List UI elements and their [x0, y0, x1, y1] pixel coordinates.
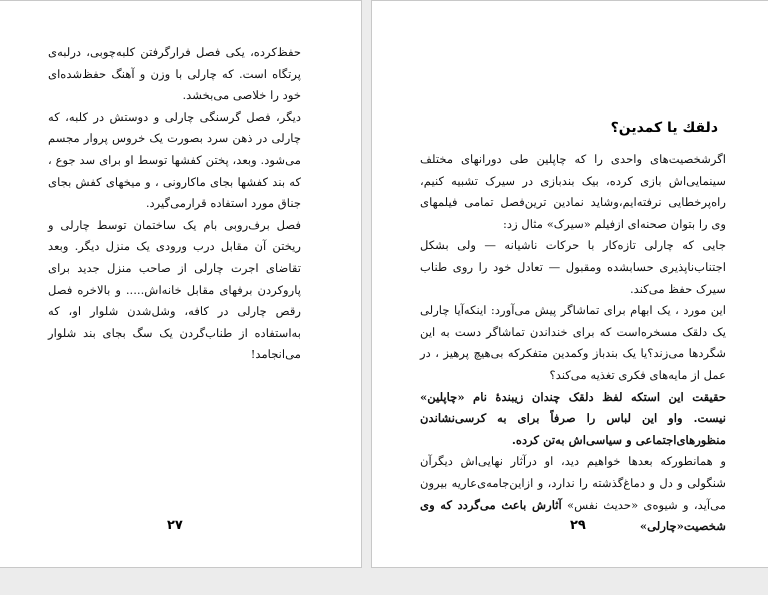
left-page	[0, 0, 362, 568]
left-paragraph-2: دیگر، فصل گرسنگی چارلی و دوستش در کلبه، که چارلی در ذهن سرد بصورت یک خروس پروار مجسم می‌شود. وبعد، پختن کفشها توسط او برای سد جوع ، که بند کفشها بجای ماکارونی ، و میخهای کفش بجای جناق مورد استفاده قرارمی‌گیرد.	[48, 109, 301, 211]
right-page	[371, 0, 768, 568]
left-page-number: ۲۷	[167, 518, 183, 533]
left-paragraph-1: حفظ‌کرده، یکی فصل فرارگرفتن کلبه‌چوبی، درلبه‌ی پرتگاه است. که چارلی با وزن و آهنگ حفظ‌شده‌ای خود را خلاصی می‌بخشد.	[48, 45, 301, 103]
right-paragraph-2: جایی که چارلی تازه‌کار با حرکات ناشیانه — ولی بشکل اجتناب‌ناپذیری حسابشده ومقبول — تعادل خود را روی طناب سیرک حفظ می‌کند.	[420, 238, 726, 296]
left-page-body	[48, 42, 301, 366]
right-page-body	[420, 149, 726, 538]
right-paragraph-1: اگرشخصیت‌های واحدی را که چاپلین طی دورانهای مختلف سینمایی‌اش بازی کرده، بیک بندبازی در سیرک تشبیه کنیم، راه‌پرخطایی نرفته‌ایم،وشاید نمادین ترین‌فصل تمامی فیلمهای وی را بتوان صحنه‌ای ازفیلم «سیرک» مثال زد:	[420, 152, 726, 231]
chapter-title: دلقك یا كمدین؟	[610, 120, 718, 136]
right-bold-paragraph: حقیقت این استکه لفظ دلقک چندان زیبندهٔ نام «چاپلین» نیست. واو این لباس را صرفاً برای به کرسی‌نشاندن منظورهای‌اجتماعی و سیاسی‌اش به‌تن کرده.	[420, 389, 726, 447]
right-page-number: ۲۹	[570, 518, 586, 533]
right-paragraph-3: این مورد ، یک ابهام برای تماشاگر پیش می‌آورد: اینکه‌آیا چارلی یک دلقک مسخره‌است که برای خنداندن تماشاگر دست به این شگردها می‌زند؟یا یک بندباز وکمدین متفکرکه بی‌هیچ پرهیز ، در عمل از مایه‌های فکری تغذیه می‌کند؟	[420, 303, 726, 382]
left-paragraph-3: فصل برف‌روبی بام یک ساختمان توسط چارلی و ریختن آن مقابل درب ورودی یک منزل دیگر. وبعد تقاضای اجرت چارلی از صاحب منزل جدید برای پاروکردن برفهای مقابل خانه‌اش..... و بالاخره فصل رقص چارلی در کافه، وشل‌شدن شلوار او، که به‌استفاده از طناب‌گردن یک سگ بجای بند شلوار می‌انجامد!	[48, 217, 301, 362]
right-last-bold-text: آثارش باعث می‌گردد که وی شخصیت«چارلی»	[420, 497, 726, 534]
right-last-normal-text: و همانطورکه بعدها خواهیم دید، او درآثار نهایی‌اش دیگرآن شنگولی و دل و دماغ‌گذشته را ندارد، و ازاین‌جامه‌ی‌عاریه بیرون می‌آید، و شیوه‌ی «حدیث نفس»	[420, 454, 727, 512]
